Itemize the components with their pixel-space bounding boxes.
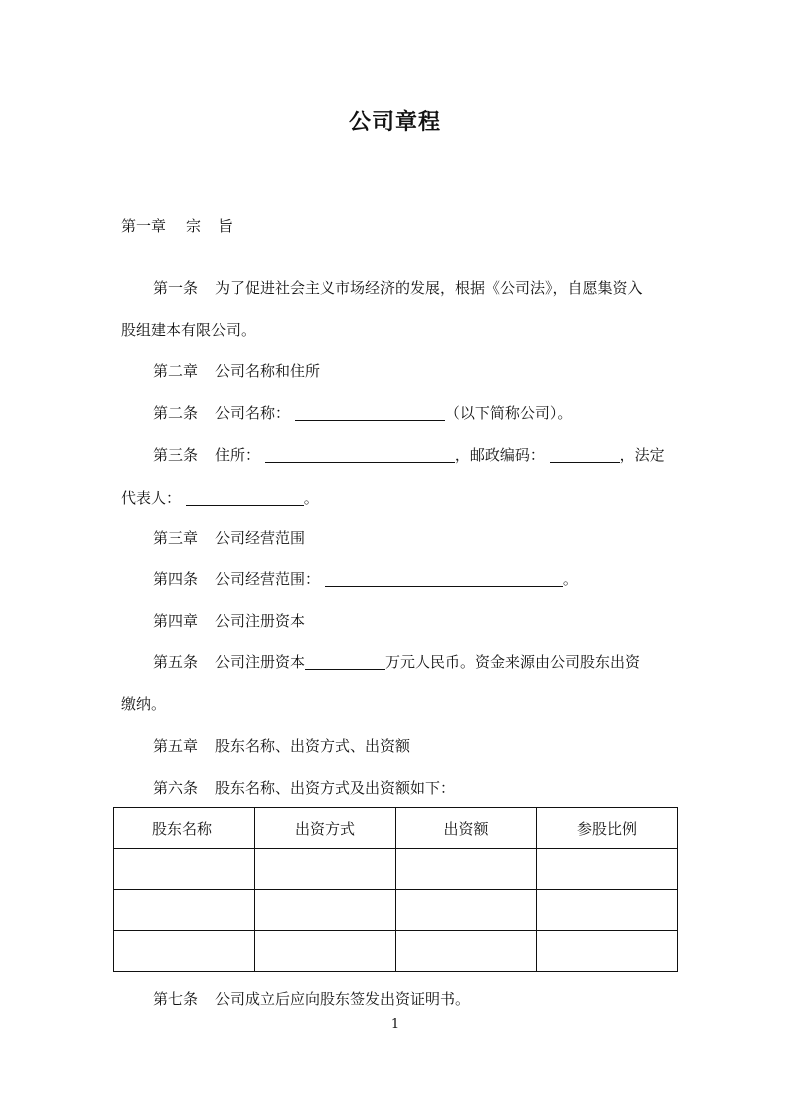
table-header-cell: 股东名称 [114,808,255,849]
table-header-cell: 参股比例 [537,808,678,849]
shareholder-table [113,807,678,972]
chapter-title: 股东名称、出资方式、出资额 [215,737,411,755]
chapter-4-heading [153,610,305,632]
table-cell[interactable] [255,849,396,890]
chapter-label: 第一章 [121,217,167,235]
article-label: 第一条 [153,279,199,297]
chapter-title: 公司注册资本 [215,612,306,630]
chapter-label: 第五章 [153,737,199,755]
article-text: 公司注册资本 [215,653,306,671]
article-4 [153,568,578,590]
table-cell[interactable] [396,931,537,972]
company-name-blank[interactable] [295,404,445,421]
article-text: 代表人： [121,489,182,507]
article-3-continued [121,487,319,509]
article-text: 为了促进社会主义市场经济的发展，根据《公司法》，自愿集资入 [215,279,643,297]
table-cell[interactable] [114,931,255,972]
chapter-5-heading [153,735,410,757]
chapter-label: 第四章 [153,612,199,630]
document-title: 公司章程 [348,109,441,135]
article-text: 万元人民币。资金来源由公司股东出资 [385,653,641,671]
article-text: ，法定 [619,446,665,464]
table-row [114,890,678,931]
business-scope-blank[interactable] [325,570,563,587]
postal-code-blank[interactable] [550,446,620,463]
article-2 [153,402,572,424]
table-cell[interactable] [537,849,678,890]
article-text: （以下简称公司）。 [444,404,573,422]
table-row [114,931,678,972]
article-label: 第七条 [153,990,199,1008]
article-text: 股组建本有限公司。 [121,321,257,339]
article-label: 第六条 [153,779,199,797]
article-text: 。 [562,570,578,588]
chapter-2-heading [153,360,320,382]
article-text: 股东名称、出资方式及出资额如下： [215,779,456,797]
chapter-1-heading [121,215,233,237]
registered-capital-blank[interactable] [305,653,385,670]
table-cell[interactable] [255,931,396,972]
chapter-title: 公司名称和住所 [215,362,321,380]
article-text: 住所： [215,446,261,464]
article-7 [153,988,470,1010]
article-label: 第五条 [153,653,199,671]
article-1-continued [121,319,256,341]
article-label: 第二条 [153,404,199,422]
table-header-cell: 出资方式 [255,808,396,849]
chapter-label: 第二章 [153,362,199,380]
chapter-3-heading [153,527,305,549]
article-5 [153,651,640,673]
article-text: ，邮政编码： [454,446,545,464]
article-text: 公司经营范围： [215,570,321,588]
table-header-row [114,808,678,849]
table-row [114,849,678,890]
table-cell[interactable] [537,890,678,931]
article-text: 。 [303,489,319,507]
article-label: 第三条 [153,446,199,464]
article-1 [153,277,643,299]
article-3 [153,444,665,466]
chapter-title: 公司经营范围 [215,529,306,547]
article-label: 第四条 [153,570,199,588]
table-cell[interactable] [396,890,537,931]
address-blank[interactable] [265,446,455,463]
chapter-title-part: 旨 [218,217,234,235]
table-cell[interactable] [114,849,255,890]
table-header-cell: 出资额 [396,808,537,849]
chapter-label: 第三章 [153,529,199,547]
table-cell[interactable] [396,849,537,890]
article-text: 公司名称： [215,404,291,422]
article-text: 缴纳。 [121,695,167,713]
legal-representative-blank[interactable] [186,489,304,506]
table-cell[interactable] [537,931,678,972]
table-cell[interactable] [255,890,396,931]
page-number: 1 [390,1017,400,1032]
article-6 [153,777,455,799]
article-text: 公司成立后应向股东签发出资证明书。 [215,990,471,1008]
chapter-title-part: 宗 [186,217,202,235]
article-5-continued [121,693,166,715]
table-cell[interactable] [114,890,255,931]
